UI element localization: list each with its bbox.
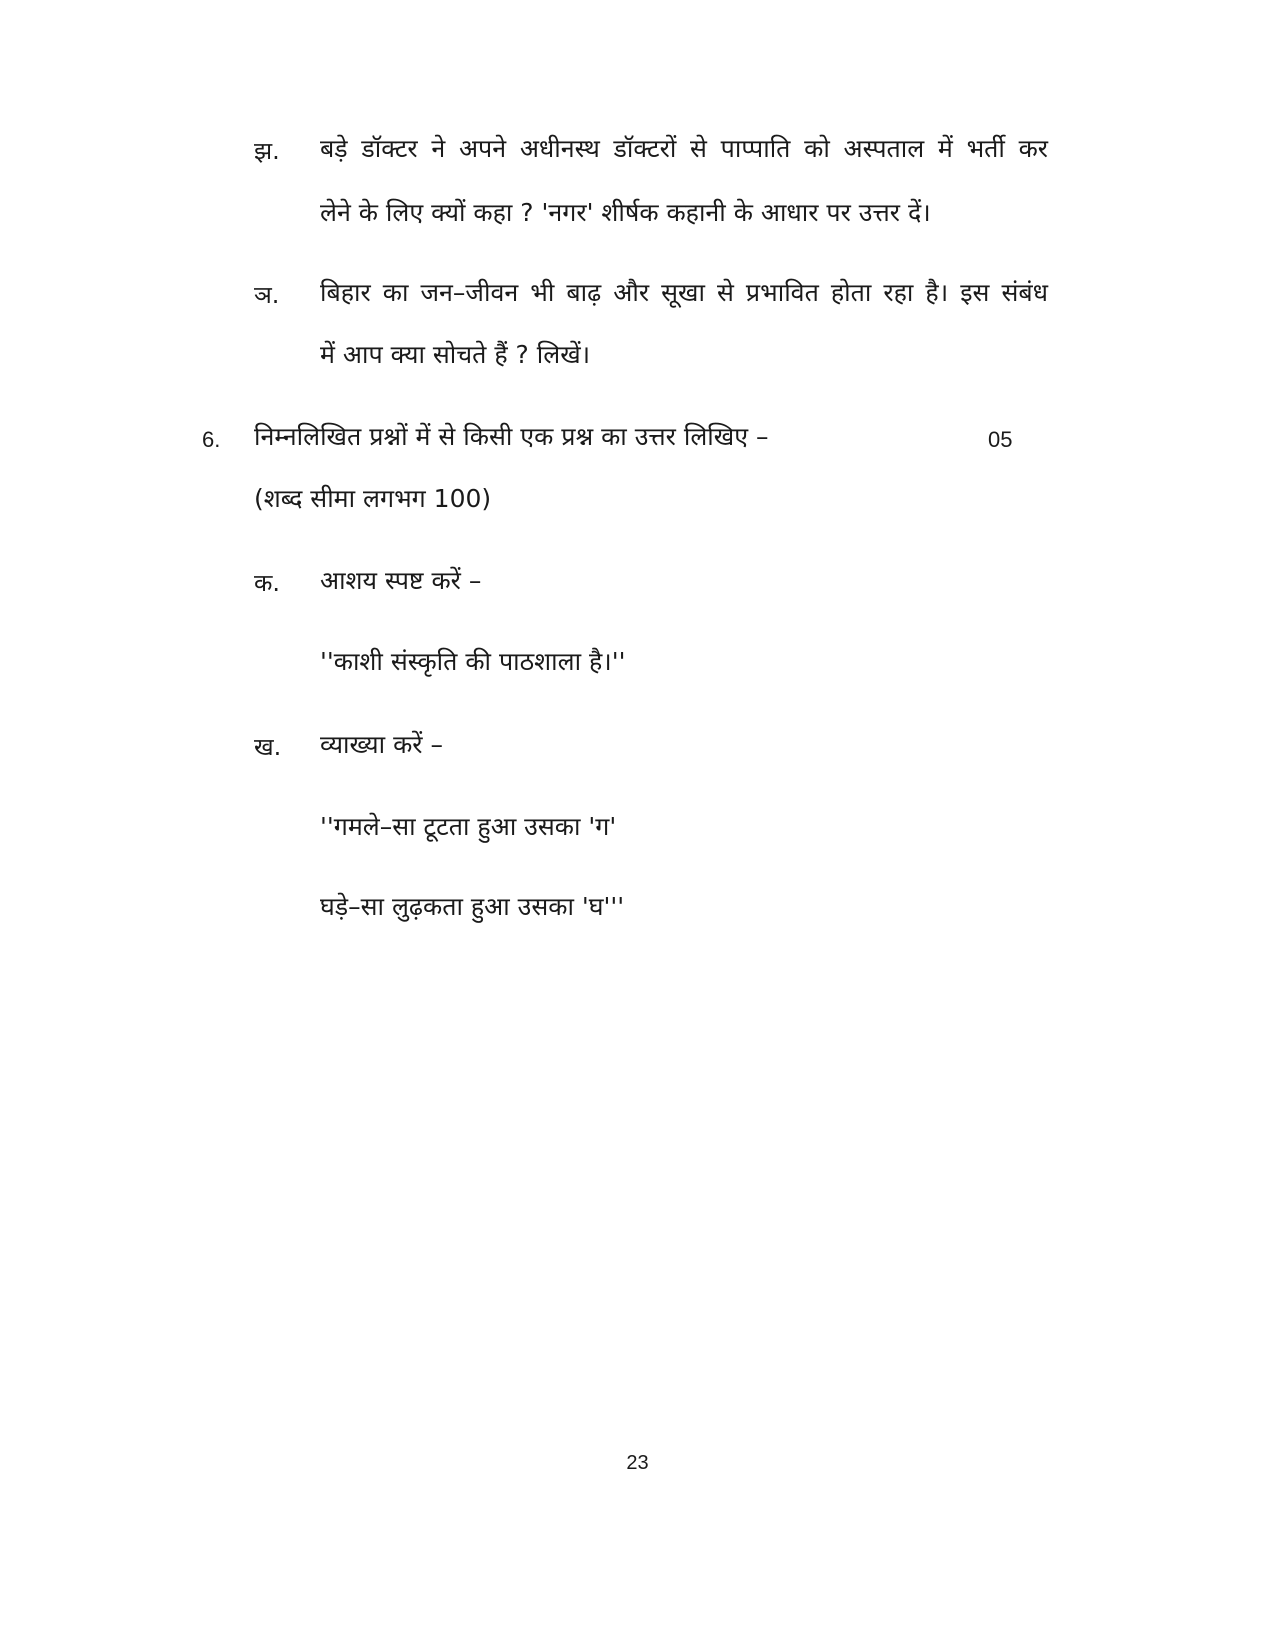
part-ka-instruction: आशय स्पष्ट करें –: [320, 566, 482, 595]
part-kha-instruction: व्याख्या करें –: [320, 730, 443, 759]
part-label-kha: ख.: [254, 733, 282, 761]
question-number: 6.: [202, 427, 221, 452]
part-ka-quote: ''काशी संस्कृति की पाठशाला है।'': [320, 647, 626, 676]
part-label-ka: क.: [254, 569, 281, 597]
page-number: 23: [626, 1452, 649, 1474]
question-marks: 05: [988, 427, 1013, 452]
part-kha-quote-line-1: ''गमले–सा टूटता हुआ उसका 'ग': [320, 812, 617, 841]
word-limit: (शब्द सीमा लगभग 100): [254, 484, 492, 513]
item-jha-line-2: लेने के लिए क्यों कहा ? 'नगर' शीर्षक कहानी के आधार पर उत्तर दें।: [320, 198, 931, 227]
question-text: निम्नलिखित प्रश्नों में से किसी एक प्रश्न का उत्तर लिखिए –: [254, 422, 769, 451]
item-nya-line-1: बिहार का जन–जीवन भी बाढ़ और सूखा से प्रभावित होता रहा है। इस संबंध: [320, 278, 1048, 307]
item-jha-line-1: बड़े डॉक्टर ने अपने अधीनस्थ डॉक्टरों से पाप्पाति को अस्पताल में भर्ती कर: [320, 134, 1048, 163]
item-label-nya: ञ.: [254, 281, 280, 309]
item-label-jha: झ.: [254, 137, 280, 165]
item-nya-line-2: में आप क्या सोचते हैं ? लिखें।: [320, 340, 591, 369]
part-kha-quote-line-2: घड़े–सा लुढ़कता हुआ उसका 'घ''': [320, 892, 625, 921]
